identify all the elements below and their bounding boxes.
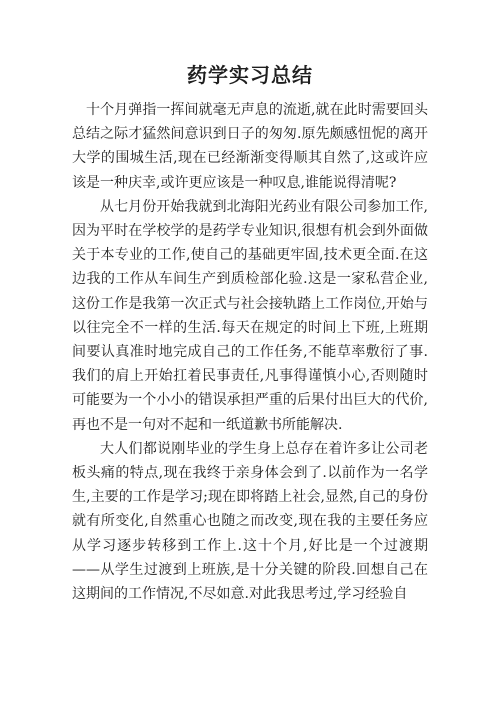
paragraph-3: 大人们都说刚毕业的学生身上总存在着许多让公司老板头痛的特点,现在我终于亲身体会到了.以前作为一名学生,主要的工作是学习;现在即将踏上社会,显然,自己的身份就有所变化,自然重心也随之而改变,现在我的主要任务应从学习逐步转移到工作上.这十个月,好比是一个过渡期——从学生过渡到上班族,是十分关键的阶段.回想自己在这期间的工作情况,不尽如意.对此我思考过,学习经验自 (72, 440, 428, 603)
document-title: 药学实习总结 (187, 63, 313, 87)
paragraph-1: 十个月弹指一挥间就毫无声息的流逝,就在此时需要回头总结之际才猛然间意识到日子的匆匆.原先颇感忸怩的离开大学的围城生活,现在已经渐渐变得顺其自然了,这或许应该是一种庆幸,或许更应该是一种叹息,谁能说得清呢? (72, 102, 428, 191)
paragraph-2: 从七月份开始我就到北海阳光药业有限公司参加工作,因为平时在学校学的是药学专业知识,很想有机会到外面做关于本专业的工作,使自己的基础更牢固,技术更全面.在这边我的工作从车间生产到质检部化验.这是一家私营企业,这份工作是我第一次正式与社会接轨踏上工作岗位,开始与以往完全不一样的生活.每天在规定的时间上下班,上班期间要认真准时地完成自己的工作任务,不能草率敷衍了事.我们的肩上开始扛着民事责任,凡事得谨慎小心,否则随时可能要为一个小小的错误承担严重的后果付出巨大的代价,再也不是一句对不起和一纸道歉书所能解决. (72, 198, 428, 433)
